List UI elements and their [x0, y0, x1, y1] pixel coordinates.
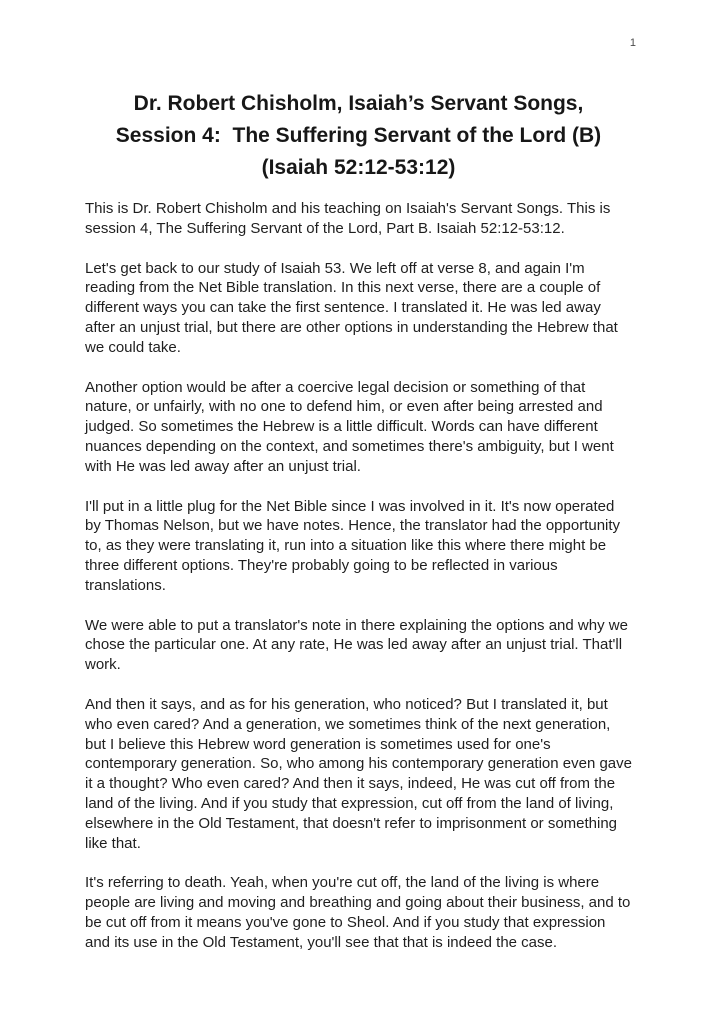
paragraph-3: Another option would be after a coercive legal decision or something of that nature, or unfairly, with no one to defend him, or even after being arrested and judged. So sometimes the Hebrew is a little difficult. Words can have different nuances depending on the context, and sometimes there's ambiguity, but I went with He was led away after an unjust trial. [85, 378, 614, 475]
paragraph-2: Let's get back to our study of Isaiah 53. We left off at verse 8, and again I'm reading from the Net Bible translation. In this next verse, there are a couple of different ways you can take the first sentence. I translated it. He was led away after an unjust trial, but there are other options in understanding the Hebrew that we could take. [85, 259, 618, 356]
title-line-2: Session 4: The Suffering Servant of the Lord (B) [115, 124, 602, 147]
page-number: 1 [629, 37, 636, 49]
title-line-1: Dr. Robert Chisholm, Isaiah’s Servant Songs, [133, 92, 584, 115]
paragraph-5: We were able to put a translator's note in there explaining the options and why we chose the particular one. At any rate, He was led away after an unjust trial. That'll work. [85, 616, 628, 674]
paragraph-6: And then it says, and as for his generation, who noticed? But I translated it, but who even cared? And a generation, we sometimes think of the next generation, but I believe this Hebrew word generation is sometimes used for one's contemporary generation. So, who among his contemporary generation even gave it a thought? Who even cared? And then it says, indeed, He was cut off from the land of the living. And if you study that expression, cut off from the land of living, elsewhere in the Old Testament, that doesn't refer to imprisonment or something like that. [85, 695, 632, 852]
paragraph-7: It's referring to death. Yeah, when you're cut off, the land of the living is where people are living and moving and breathing and going about their business, and to be cut off from it means you've gone to Sheol. And if you study that expression and its use in the Old Testament, you'll see that that is indeed the case. [85, 874, 631, 951]
paragraph-4: I'll put in a little plug for the Net Bible since I was involved in it. It's now operated by Thomas Nelson, but we have notes. Hence, the translator had the opportunity to, as they were translating it, run into a situation like this where there might be three different options. They're probably going to be reflected in various translations. [85, 497, 621, 594]
title-line-3: (Isaiah 52:12-53:12) [261, 156, 456, 179]
paragraph-1: This is Dr. Robert Chisholm and his teaching on Isaiah's Servant Songs. This is session 4, The Suffering Servant of the Lord, Part B. Isaiah 52:12-53:12. [85, 200, 611, 237]
page-title [85, 88, 632, 184]
